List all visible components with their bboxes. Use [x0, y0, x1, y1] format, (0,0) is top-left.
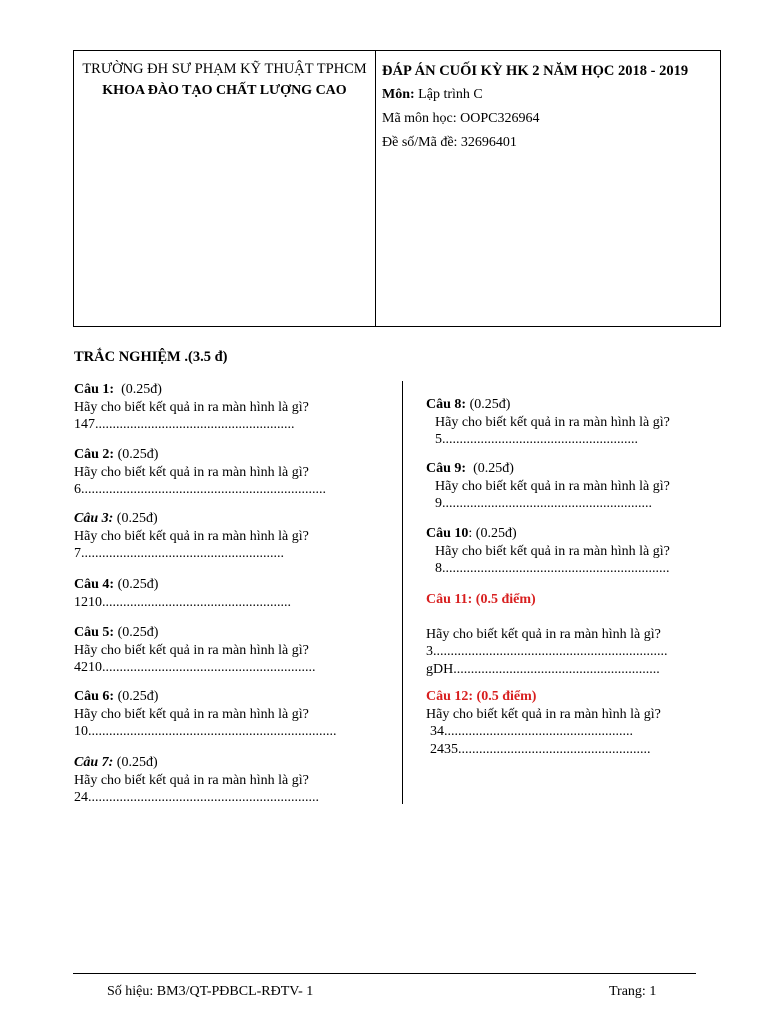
question-number: Câu 2: — [74, 447, 115, 462]
question-prompt: Hãy cho biết kết quả in ra màn hình là gì? — [74, 528, 309, 544]
footer-page-number: Trang: 1 — [609, 984, 657, 999]
question-7 — [74, 754, 319, 807]
question-prompt: Hãy cho biết kết quả in ra màn hình là gì? — [74, 706, 309, 722]
question-number: Câu 11: (0.5 điểm) — [426, 592, 536, 607]
question-number: Câu 5: — [74, 625, 115, 640]
faculty-name: KHOA ĐÀO TẠO CHẤT LƯỢNG CAO — [102, 83, 347, 98]
question-8 — [426, 396, 670, 449]
question-points: (0.25đ) — [114, 577, 159, 592]
question-9 — [426, 460, 670, 513]
answer-line: gDH........................................................... — [426, 661, 660, 677]
answer-line: 4210............................................................. — [74, 660, 316, 675]
question-prompt: Hãy cho biết kết quả in ra màn hình là gì? — [435, 478, 670, 494]
question-points: (0.25đ) — [113, 511, 158, 526]
answer-line: 10....................................................................... — [74, 724, 337, 739]
question-prompt: Hãy cho biết kết quả in ra màn hình là gì? — [74, 464, 309, 480]
question-11 — [426, 591, 668, 678]
question-points: (0.25đ) — [114, 447, 159, 462]
question-5 — [74, 624, 316, 677]
question-points: (0.25đ) — [466, 397, 511, 412]
question-points: (0.25đ) — [114, 625, 159, 640]
course-code: Mã môn học: OOPC326964 — [382, 111, 540, 126]
question-number: Câu 10 — [426, 526, 469, 541]
question-prompt: Hãy cho biết kết quả in ra màn hình là gì? — [74, 772, 309, 788]
question-points: (0.25đ) — [114, 382, 162, 397]
question-6 — [74, 688, 337, 741]
answer-line: 1210...................................................... — [74, 594, 291, 610]
question-points: (0.25đ) — [114, 689, 159, 704]
question-number: Câu 6: — [74, 689, 115, 704]
answer-line: 2435....................................................... — [430, 741, 651, 757]
subject-value: Lập trình C — [418, 87, 483, 102]
question-prompt: Hãy cho biết kết quả in ra màn hình là gì? — [74, 642, 309, 658]
question-points: (0.25đ) — [466, 461, 514, 476]
question-10 — [426, 525, 670, 578]
exam-title: ĐÁP ÁN CUỐI KỲ HK 2 NĂM HỌC 2018 - 2019 — [382, 63, 689, 79]
question-4 — [74, 576, 291, 611]
question-number: Câu 7: — [74, 755, 114, 770]
question-points: (0.25đ) — [113, 755, 158, 770]
question-prompt: Hãy cho biết kết quả in ra màn hình là gì? — [435, 414, 670, 430]
answer-line: 24.................................................................. — [74, 790, 319, 805]
section-title: TRẮC NGHIỆM .(3.5 đ) — [74, 349, 228, 365]
answer-line: 3................................................................... — [426, 644, 668, 659]
question-number: Câu 1: — [74, 382, 115, 397]
question-number: Câu 9: — [426, 461, 467, 476]
header-exam-cell — [376, 51, 720, 326]
school-name: TRƯỜNG ĐH SƯ PHẠM KỸ THUẬT TPHCM — [82, 61, 367, 77]
answer-line: 8................................................................. — [435, 561, 670, 576]
question-prompt: Hãy cho biết kết quả in ra màn hình là gì? — [435, 543, 670, 559]
question-prompt: Hãy cho biết kết quả in ra màn hình là gì? — [74, 399, 309, 415]
subject-label: Môn: — [382, 87, 415, 102]
question-number: Câu 3: — [74, 511, 114, 526]
question-prompt: Hãy cho biết kết quả in ra màn hình là gì? — [426, 626, 661, 642]
footer-divider — [73, 973, 696, 974]
question-prompt: Hãy cho biết kết quả in ra màn hình là gì? — [426, 706, 661, 722]
answer-line: 6...................................................................... — [74, 482, 326, 497]
exam-code: Đề số/Mã đề: 32696401 — [382, 135, 517, 150]
answer-line: 9............................................................ — [435, 496, 652, 511]
question-points: : (0.25đ) — [468, 526, 517, 541]
footer-doc-code: Số hiệu: BM3/QT-PĐBCL-RĐTV- 1 — [107, 984, 314, 999]
question-2 — [74, 446, 326, 499]
question-number: Câu 12: (0.5 điểm) — [426, 689, 537, 704]
question-number: Câu 8: — [426, 397, 467, 412]
header-school-cell — [74, 51, 376, 326]
question-12 — [426, 688, 661, 758]
column-divider — [402, 381, 403, 804]
question-3 — [74, 510, 309, 563]
answer-line: 5........................................................ — [435, 432, 638, 447]
header-table — [73, 50, 721, 327]
question-number: Câu 4: — [74, 577, 115, 592]
subject-line — [382, 83, 720, 107]
answer-line: 7.......................................................... — [74, 546, 284, 561]
question-1 — [74, 381, 309, 434]
answer-line: 34...................................................... — [430, 724, 633, 739]
answer-line: 147......................................................... — [74, 417, 295, 432]
